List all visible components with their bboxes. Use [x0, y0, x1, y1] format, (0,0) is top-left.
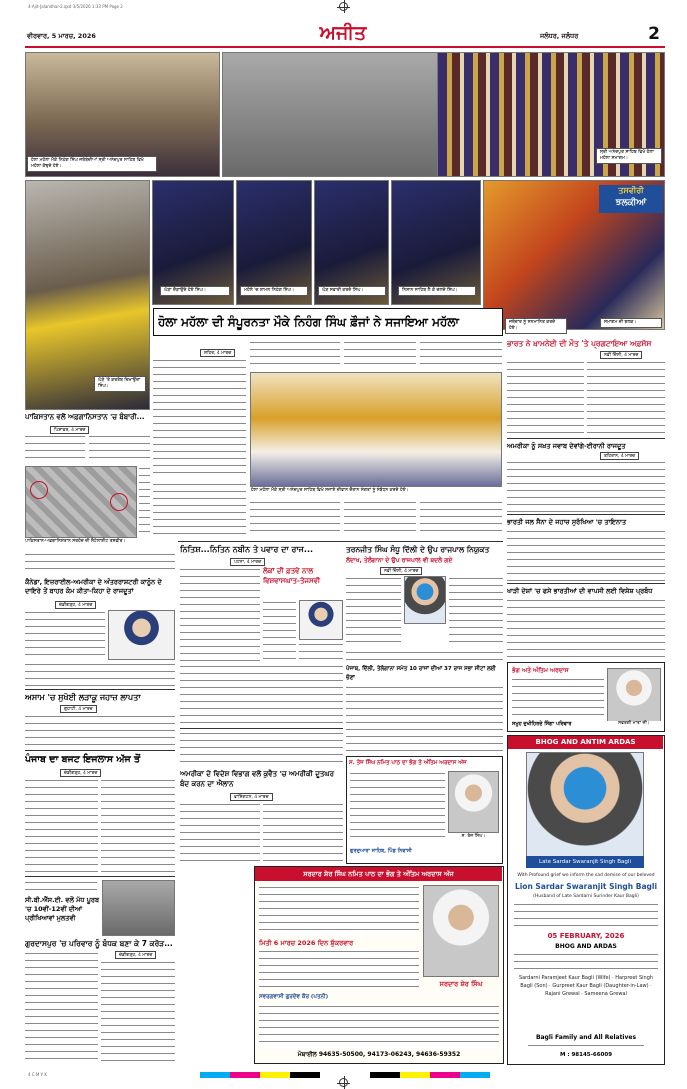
headline-budget: ਪੰਜਾਬ ਦਾ ਬਜਟ ਇਜਲਾਸ ਅੱਜ ਤੋਂ	[25, 754, 141, 765]
budget-story-col-1	[25, 778, 98, 873]
caption-map: ਪਾਕਿਸਤਾਨ-ਅਫ਼ਗਾਨਿਸਤਾਨ ਸਰਹੱਦ ਦੀ ਸੈਟੇਲਾਈਟ ਤਸਵੀਰ।	[25, 539, 150, 545]
main-story-col-3	[344, 340, 416, 370]
photo-stage-diwan	[250, 372, 502, 487]
main-story-col-1b	[153, 482, 246, 537]
ad-bhog-sub: BHOG AND ARDAS	[555, 943, 617, 950]
main-story-col-4	[420, 340, 502, 370]
badge-line1: ਤਸਵੀਰੀ	[618, 186, 644, 195]
registration-mark-bottom	[339, 1078, 348, 1087]
headline-taranjit: ਤਰਨਜੀਤ ਸਿੰਘ ਸੰਧੂ ਦਿੱਲੀ ਦੇ ਉਪ ਰਾਜਪਾਲ ਨਿਯੁਕਤ	[346, 545, 490, 554]
ad-antim-small-title: ਭੋਗ ਅਤੇ ਅੰਤਿਮ ਅਰਦਾਸ	[512, 667, 569, 674]
ad-antim-small-body	[512, 677, 604, 717]
gulf-story	[507, 598, 665, 660]
headline-canada: ਕੈਨੇਡਾ, ਇਜ਼ਰਾਈਲ-ਅਮਰੀਕਾ ਦੇ ਅੰਤਰਰਾਸ਼ਟਰੀ ਕਾਨੂੰਨ ਦੇ ਦਾਇਰੇ ਤੋਂ ਬਾਹਰ ਕੰਮ ਕੀਤਾ-ਕਿਹਾ ਦੇ ਰਾਜਦੂਤਾਂ	[25, 578, 162, 595]
headline-gurdaspur: ਗੁਰਦਾਸਪੁਰ 'ਚ ਪਰਿਵਾਰ ਨੂੰ ਬੰਧਕ ਬਣਾ ਕੇ 7 ਕਰੋੜ...	[25, 939, 173, 948]
main-story-col-2b	[250, 500, 340, 537]
cbse-story-top	[25, 880, 97, 894]
ad-bhog-date: 05 FEBRUARY, 2026	[547, 932, 625, 940]
masthead-logo: ਅਜੀਤ	[319, 22, 367, 44]
ad-teja-title: ਸ. ਤੇਜ ਸਿੰਘ ਨਮਿਤ ਪਾਠ ਦਾ ਭੋਗ ਤੇ ਅੰਤਿਮ ਅਰਦਾਸ ਅੱਜ	[349, 760, 467, 766]
byline-taranjit: ਨਵੀਂ ਦਿੱਲੀ, 4 ਮਾਰਚ	[380, 567, 422, 575]
rule-center-1	[178, 541, 503, 542]
main-story-col-4b	[420, 500, 502, 537]
headline-nitish: ਨਿਤਿਸ਼...ਨਿਤਿਨ ਨਬੀਨ ਤੇ ਪਵਾਰ ਦਾ ਰਾਜ...	[180, 545, 314, 554]
caption-row2-1: ਘੋੜਾ ਦੌੜਾਉਂਦੇ ਹੋਏ ਸਿੰਘ।	[160, 286, 230, 296]
headline-iran: ਅਮਰੀਕਾ ਨੂੰ ਸਖ਼ਤ ਜਵਾਬ ਦੇਵਾਂਗੇ-ਈਰਾਨੀ ਰਾਜਦੂਤ	[507, 442, 626, 450]
registration-mark-top	[339, 2, 348, 11]
main-story-col-2	[250, 340, 340, 370]
byline-canada: ਚੰਡੀਗੜ੍ਹ, 4 ਮਾਰਚ	[55, 601, 96, 609]
ad-sher-relatives	[259, 1004, 499, 1048]
masthead	[25, 24, 665, 48]
byline-iran: ਤਹਿਰਾਨ, 4 ਮਾਰਚ	[600, 452, 639, 460]
ad-sher-phones: ਮੋਬਾਈਲ 94635-50500, 94173-06243, 94636-59352	[297, 1051, 461, 1058]
main-story-col-3b	[344, 500, 416, 537]
ad-bhog-address	[528, 1043, 644, 1050]
rule-left-2	[25, 750, 175, 751]
ad-sher-singh	[254, 866, 504, 1064]
caption-obit-teja: ਸ. ਤੇਜ ਸਿੰਘ।	[448, 834, 499, 840]
caption-top-left: ਹੋਲਾ ਮਹੱਲਾ ਮੌਕੇ ਨਿਹੰਗ ਸਿੰਘ ਜਥੇਬੰਦੀਆਂ ਸ੍ਰੀ ਅਨੰਦਪੁਰ ਸਾਹਿਬ ਵਿਖੇ ਮਹੱਲਾ ਕੱਢਦੇ ਹੋਏ।	[27, 156, 157, 172]
main-story-col-1	[153, 358, 246, 478]
cbse-story-col-1	[25, 951, 98, 1061]
photo-obit-teja	[448, 771, 499, 833]
nitish-story-col-2	[180, 664, 343, 724]
rule-right-1	[507, 438, 665, 439]
badge-tasveeri-jhalkiyan	[599, 185, 663, 213]
ad-antim-small	[507, 662, 665, 732]
byline-gurdaspur: ਚੰਡੀਗੜ੍ਹ, 4 ਮਾਰਚ	[115, 951, 156, 959]
right-story-col-2	[587, 360, 665, 435]
canada-story	[25, 610, 105, 660]
main-headline: ਹੋਲਾ ਮਹੱਲਾ ਦੀ ਸੰਪੂਰਨਤਾ ਮੌਕੇ ਨਿਹੰਗ ਸਿੰਘ ਫ਼ੌਜਾਂ ਨੇ ਸਜਾਇਆ ਮਹੱਲਾ	[158, 315, 459, 329]
headline-pak-afghan: ਪਾਕਿਸਤਾਨ ਵਲੋਂ ਅਫ਼ਗਾਨਿਸਤਾਨ 'ਚ ਬੰਬਾਰੀ...	[25, 413, 145, 421]
ad-bhog-intro: With Profound grief we inform the sad demise of our beloved	[517, 873, 655, 878]
byline-assam: ਗੁਹਾਟੀ, 4 ਮਾਰਚ	[60, 705, 97, 713]
caption-row2-2: ਮਹੱਲੇ 'ਚ ਸ਼ਾਮਲ ਨਿਹੰਗ ਸਿੰਘ।	[240, 286, 308, 296]
page-number: 2	[648, 24, 660, 44]
byline-usa: ਵਾਸ਼ਿੰਗਟਨ, 4 ਮਾਰਚ	[230, 793, 273, 801]
ad-bhog-family: Bagli Family and All Relatives	[535, 1034, 637, 1041]
ad-sher-name: ਸਰਦਾਰ ਸ਼ੇਰ ਸਿੰਘ	[439, 980, 483, 988]
usa-story-col-2	[263, 802, 343, 862]
left-story-a	[25, 552, 175, 574]
photo-gurdaspur	[102, 880, 175, 936]
pak-story-col-1	[25, 434, 85, 464]
print-slug: 4-Ajit-Jalandhar-2.qxd 3/5/2026 1:33 PM Page 2	[28, 4, 123, 9]
caption-obit-woman: ਸਵਰਗੀ ਮਾਤਾ ਜੀ।	[607, 721, 661, 727]
headline-gulf: ਖਾੜੀ ਦੇਸ਼ਾਂ 'ਚ ਫਸੇ ਭਾਰਤੀਆਂ ਦੀ ਵਾਪਸੀ ਲਈ ਵਿਸ਼ੇਸ਼ ਪ੍ਰਬੰਧ	[507, 587, 653, 595]
headline-delhi-polls: ਪੰਜਾਬ, ਦਿੱਲੀ, ਤੇਲੰਗਾਨਾ ਸਮੇਤ 10 ਰਾਜਾਂ ਦੀਆਂ 37 ਰਾਜ ਸਭਾ ਸੀਟਾਂ ਲਈ ਚੋਣਾਂ	[346, 666, 496, 681]
ad-bhog-english	[507, 735, 665, 1065]
caption-row2-3: ਘੋੜ ਸਵਾਰੀ ਕਰਦੇ ਸਿੰਘ।	[318, 286, 386, 296]
caption-stage: ਹੋਲਾ ਮਹੱਲਾ ਮੌਕੇ ਸ੍ਰੀ ਅਨੰਦਪੁਰ ਸਾਹਿਬ ਵਿਖੇ ਸਜਾਏ ਦੀਵਾਨ ਦੌਰਾਨ ਸੰਗਤਾਂ ਨੂੰ ਸੰਬੋਧਨ ਕਰਦੇ ਹੋਏ।	[250, 488, 502, 494]
badge-line2: ਝਲਕੀਆਂ	[615, 198, 647, 208]
main-headline-box	[153, 308, 503, 336]
ad-bhog-members: Sardarni Paramjeet Kaur Bagli (Wife) · Harpreet Singh Bagli (Son) · Gurpreet Kaur Bagli (Daughter-in-Law) · Rajani Grewal · Sameena Grewal	[518, 975, 654, 997]
ad-bhog-name: Lion Sardar Swaranjit Singh Bagli	[514, 882, 658, 891]
navy-story	[507, 529, 665, 581]
photo-taranjit	[404, 576, 446, 624]
canada-story-b	[25, 662, 175, 686]
headline-assam: ਅਸਾਮ 'ਚ ਸੁਖੋਈ ਲੜਾਕੂ ਜਹਾਜ਼ ਲਾਪਤਾ	[25, 693, 141, 702]
usa-story-col-1	[180, 802, 260, 862]
caption-row2-5: ਜਥੇਦਾਰ ਨੂੰ ਸਨਮਾਨਿਤ ਕਰਦੇ ਹੋਏ।	[505, 318, 567, 334]
ad-sher-body-b	[259, 949, 419, 989]
rule-center-2	[180, 728, 343, 729]
taranjit-story-col-2	[449, 576, 503, 648]
rule-right-3	[507, 583, 665, 584]
ad-sher-date: ਮਿਤੀ 6 ਮਾਰਚ 2026 ਦਿਨ ਸ਼ੁੱਕਰਵਾਰ	[259, 939, 354, 947]
assam-story	[25, 714, 175, 748]
byline-main: ਸ਼ਹਿਰ, 4 ਮਾਰਚ	[200, 349, 235, 357]
headline-navy: ਭਾਰਤੀ ਜਲ ਸੈਨਾ ਦੇ ਜਹਾਜ਼ ਸੁਰੱਖਿਆ 'ਚ ਤਾਇਨਾਤ	[507, 518, 627, 526]
subhead-taranjit: ਲੱਦਾਖ, ਤੇਲੰਗਾਨਾ ਦੇ ਉਪ ਰਾਜਪਾਲ ਵੀ ਬਦਲੇ ਗਏ	[346, 557, 453, 564]
ad-bhog-body	[514, 902, 658, 930]
ad-sher-title: ਸਰਦਾਰ ਸ਼ੇਰ ਸਿੰਘ ਨਮਿਤ ਪਾਠ ਦਾ ਭੋਗ ਤੇ ਅੰਤਿਮ ਅਰਦਾਸ ਅੱਜ	[255, 867, 502, 881]
rule-left-3	[25, 876, 175, 877]
ad-bhog-relations: (Husband of Late Sardarni Surinder Kaur Bagli)	[533, 894, 639, 899]
headline-india-khamenei: ਭਾਰਤ ਨੇ ਖ਼ਾਮਨੇਈ ਦੀ ਮੌਤ 'ਤੇ ਪ੍ਰਗਟਾਇਆ ਅਫ਼ਸੋਸ	[507, 339, 652, 348]
pak-story-col-3	[139, 466, 150, 538]
footer-slug: 4 C M Y K	[28, 1072, 47, 1077]
ad-antim-small-footer: ਸਮੂਹ ਦੁਖੀਹਿਰਦੇ ਸਿੰਗਾ ਪਰਿਵਾਰ	[512, 721, 572, 727]
byline-budget: ਚੰਡੀਗੜ੍ਹ, 4 ਮਾਰਚ	[60, 769, 101, 777]
taranjit-story-b	[346, 650, 503, 662]
ad-bhog-name-banner: Late Sardar Swaranjit Singh Bagli	[526, 856, 644, 868]
byline-nitish: ਪਟਨਾ, 4 ਮਾਰਚ	[230, 558, 265, 566]
photo-sher-singh	[423, 885, 499, 977]
color-bar-right	[370, 1072, 490, 1078]
map-circle-1	[30, 481, 48, 499]
caption-row2-6: ਸਮਾਗਮ ਦੀ ਝਲਕ।	[600, 318, 662, 328]
pak-story-col-2	[89, 434, 150, 464]
gurdaspur-story	[101, 960, 175, 1061]
nitish-story-col-1	[180, 567, 260, 662]
photo-obit-woman	[607, 668, 661, 724]
masthead-date: ਵੀਰਵਾਰ, 5 ਮਾਰਚ, 2026	[27, 32, 96, 40]
caption-row2-4: ਨਿਸ਼ਾਨ ਸਾਹਿਬ ਲੈ ਕੇ ਚਲਦੇ ਸਿੰਘ।	[398, 286, 476, 296]
caption-horse: ਘੋੜੇ 'ਤੇ ਕਰਤੱਬ ਦਿਖਾਉਂਦਾ ਸਿੰਘ।	[94, 376, 146, 392]
rule-left-1	[25, 689, 175, 690]
ad-bhog-venue	[514, 952, 658, 972]
ad-sher-body	[259, 885, 419, 935]
rule-right-2	[507, 514, 665, 515]
photo-satellite-map	[25, 466, 137, 538]
ad-teja-footer: ਗੁਰਦੁਆਰਾ ਸਾਹਿਬ, ਪਿੰਡ ਨਿਵਾਸੀ	[350, 848, 412, 854]
ad-bhog-phone: M : 98145-66009	[559, 1052, 613, 1058]
photo-canada-envoy	[108, 610, 175, 660]
ad-teja-body	[350, 771, 445, 841]
photo-tejashwi	[299, 600, 343, 640]
rajya-sabha-story	[346, 685, 503, 753]
map-circle-2	[110, 493, 128, 511]
ad-teja-singh	[346, 756, 503, 864]
iran-story	[507, 460, 665, 512]
budget-story-col-2	[101, 778, 175, 873]
byline-pak-afghan: ਪਿਸ਼ਾਵਰ, 4 ਮਾਰਚ	[50, 426, 89, 434]
photo-swaranjit-bagli	[526, 752, 644, 864]
ad-bhog-title: BHOG AND ANTIM ARDAS	[508, 736, 663, 749]
headline-tejashwi: ਲੋਕਾਂ ਦੀ ਫ਼ਤਵੇ ਨਾਲ ਵਿਸ਼ਵਾਸਘਾਤ-ਤੇਜਸਵੀ	[263, 567, 321, 585]
headline-usa-kuwait: ਅਮਰੀਕਾ ਦੇ ਵਿਦੇਸ਼ ਵਿਭਾਗ ਵਲੋਂ ਕੁਵੈਤ 'ਚ ਅਮਰੀਕੀ ਦੂਤਘਰ ਬੰਦ ਕਰਨ ਦਾ ਐਲਾਨ	[180, 770, 334, 788]
masthead-edition: ਜਲੰਧਰ, ਜਲੰਧਰ	[540, 32, 579, 40]
color-bar-left	[200, 1072, 320, 1078]
tejashwi-story	[263, 600, 296, 662]
taranjit-story-col-1	[346, 576, 401, 648]
caption-top-right: ਸ੍ਰੀ ਅਨੰਦਪੁਰ ਸਾਹਿਬ ਵਿਖੇ ਹੋਲਾ ਮਹੱਲਾ ਸਮਾਗਮ।	[596, 148, 662, 164]
byline-right-top: ਨਵੀਂ ਦਿੱਲੀ, 4 ਮਾਰਚ	[600, 351, 642, 359]
right-story-col-1	[507, 360, 584, 435]
delhi-polls-story	[180, 731, 343, 767]
headline-cbse: ਸੀ.ਬੀ.ਐੱਸ.ਈ. ਵਲੋਂ ਮੱਧ ਪੂਰਬ 'ਚ 10ਵੀਂ-12ਵੀਂ ਦੀਆਂ ਪ੍ਰੀਖਿਆਵਾਂ ਮੁਲਤਵੀ	[25, 896, 100, 922]
tejashwi-story-b	[299, 642, 343, 662]
ad-sher-family: ਸਵਰਗਵਾਸੀ ਗੁਰਦੇਵ ਕੌਰ (ਪਤਨੀ)	[259, 994, 329, 1000]
